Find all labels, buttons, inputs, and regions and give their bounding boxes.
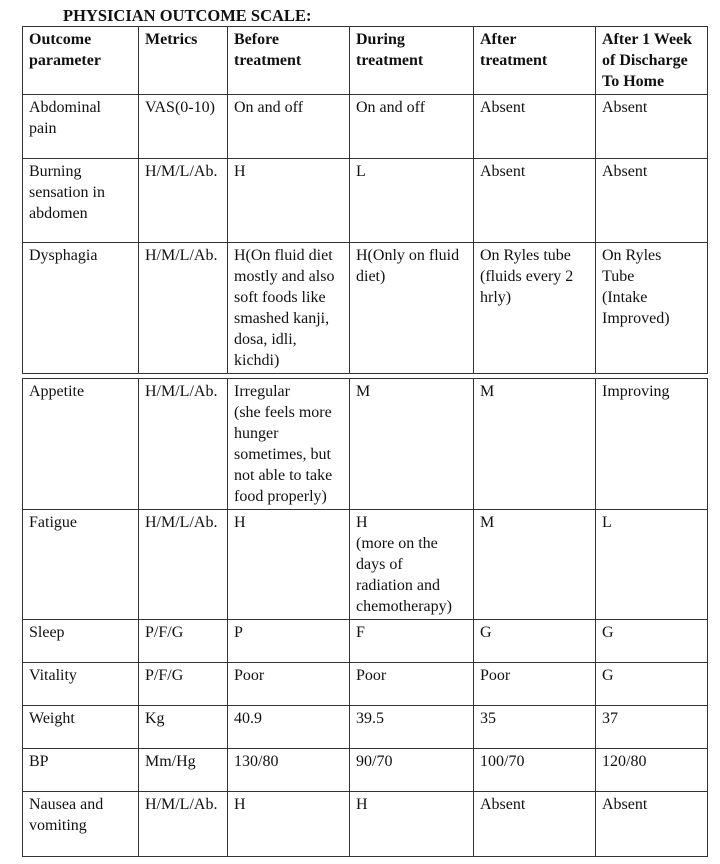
table-cell: Abdominal pain bbox=[23, 95, 139, 159]
table-cell: On Ryles tube (fluids every 2 hrly) bbox=[474, 243, 596, 374]
header-cell: Metrics bbox=[139, 27, 228, 95]
table-cell: Absent bbox=[596, 792, 708, 857]
table-cell: 100/70 bbox=[474, 749, 596, 792]
table-row bbox=[23, 663, 708, 706]
header-row bbox=[23, 27, 708, 95]
header-cell: Outcome parameter bbox=[23, 27, 139, 95]
header-cell: During treatment bbox=[350, 27, 474, 95]
header-cell: After 1 Week of Discharge To Home bbox=[596, 27, 708, 95]
table-cell: On and off bbox=[228, 95, 350, 159]
table-row bbox=[23, 510, 708, 620]
table-cell: P/F/G bbox=[139, 620, 228, 663]
table-row bbox=[23, 379, 708, 510]
table-cell: Fatigue bbox=[23, 510, 139, 620]
table-cell: Dysphagia bbox=[23, 243, 139, 374]
header-cell: After treatment bbox=[474, 27, 596, 95]
table-cell: Improving bbox=[596, 379, 708, 510]
table-cell: H bbox=[350, 792, 474, 857]
table-cell: Absent bbox=[474, 95, 596, 159]
table-cell: Absent bbox=[474, 159, 596, 243]
table-cell: Burning sensation in abdomen bbox=[23, 159, 139, 243]
table-cell: 130/80 bbox=[228, 749, 350, 792]
table-cell: L bbox=[596, 510, 708, 620]
table-cell: BP bbox=[23, 749, 139, 792]
table-row bbox=[23, 620, 708, 663]
table-cell: 35 bbox=[474, 706, 596, 749]
table-cell: 39.5 bbox=[350, 706, 474, 749]
outcome-table-part-1 bbox=[22, 26, 708, 374]
table-cell: H(On fluid diet mostly and also soft foods like smashed kanji, dosa, idli, kichdi) bbox=[228, 243, 350, 374]
table-cell: H/M/L/Ab. bbox=[139, 792, 228, 857]
table-cell: Appetite bbox=[23, 379, 139, 510]
page-title: PHYSICIAN OUTCOME SCALE: bbox=[63, 6, 312, 25]
table-cell: G bbox=[596, 663, 708, 706]
table-cell: Sleep bbox=[23, 620, 139, 663]
table-cell: L bbox=[350, 159, 474, 243]
table-cell: Poor bbox=[474, 663, 596, 706]
table-cell: G bbox=[596, 620, 708, 663]
table-cell: Absent bbox=[474, 792, 596, 857]
table-cell: 40.9 bbox=[228, 706, 350, 749]
table-cell: F bbox=[350, 620, 474, 663]
header-cell: Before treatment bbox=[228, 27, 350, 95]
table-row bbox=[23, 792, 708, 857]
table-cell: H/M/L/Ab. bbox=[139, 379, 228, 510]
table-cell: H bbox=[228, 159, 350, 243]
table-cell: VAS(0-10) bbox=[139, 95, 228, 159]
table-cell: H(Only on fluid diet) bbox=[350, 243, 474, 374]
table-row bbox=[23, 159, 708, 243]
table-cell: H bbox=[228, 510, 350, 620]
table-cell: P/F/G bbox=[139, 663, 228, 706]
table-cell: M bbox=[474, 379, 596, 510]
table-cell: Poor bbox=[350, 663, 474, 706]
table-cell: G bbox=[474, 620, 596, 663]
table-row bbox=[23, 706, 708, 749]
table-cell: On and off bbox=[350, 95, 474, 159]
table-cell: Weight bbox=[23, 706, 139, 749]
table-cell: Vitality bbox=[23, 663, 139, 706]
table-cell: Poor bbox=[228, 663, 350, 706]
table-cell: P bbox=[228, 620, 350, 663]
table-cell: 120/80 bbox=[596, 749, 708, 792]
table-cell: Irregular (she feels more hunger sometimes, but not able to take food properly) bbox=[228, 379, 350, 510]
outcome-table-part-2 bbox=[22, 378, 708, 857]
table-cell: Mm/Hg bbox=[139, 749, 228, 792]
table-cell: On Ryles Tube (Intake Improved) bbox=[596, 243, 708, 374]
table-cell: M bbox=[350, 379, 474, 510]
table-cell: Nausea and vomiting bbox=[23, 792, 139, 857]
table-cell: M bbox=[474, 510, 596, 620]
table-row bbox=[23, 243, 708, 374]
table-cell: H/M/L/Ab. bbox=[139, 159, 228, 243]
table-cell: H/M/L/Ab. bbox=[139, 243, 228, 374]
table-cell: Kg bbox=[139, 706, 228, 749]
table-cell: H/M/L/Ab. bbox=[139, 510, 228, 620]
table-cell: Absent bbox=[596, 95, 708, 159]
table-cell: 90/70 bbox=[350, 749, 474, 792]
table-cell: 37 bbox=[596, 706, 708, 749]
table-cell: H (more on the days of radiation and chemotherapy) bbox=[350, 510, 474, 620]
table-cell: H bbox=[228, 792, 350, 857]
table-cell: Absent bbox=[596, 159, 708, 243]
table-row bbox=[23, 95, 708, 159]
table-row bbox=[23, 749, 708, 792]
